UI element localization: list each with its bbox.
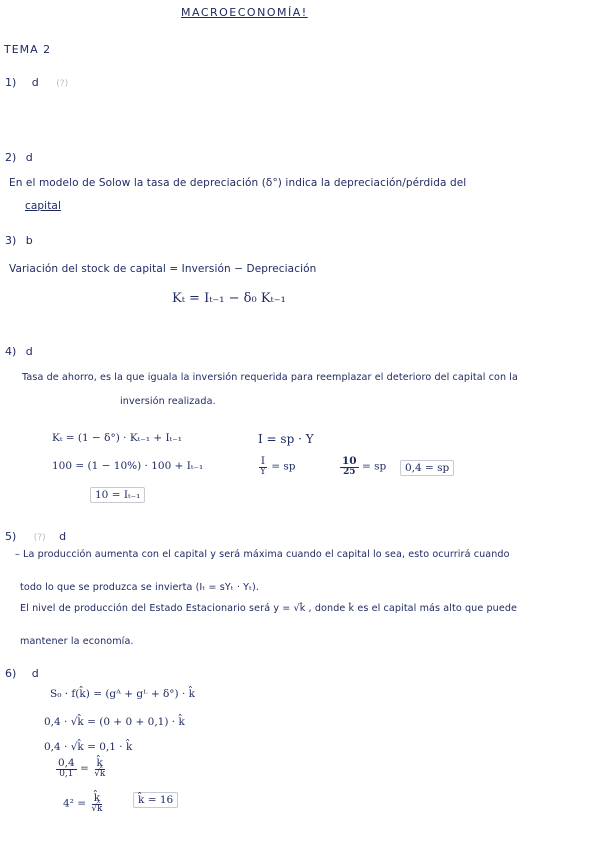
q4-equation-1: Kₜ = (1 − δ°) · Kₜ₋₁ + Iₜ₋₁: [52, 432, 182, 444]
fraction-denominator: √k̂: [91, 804, 103, 815]
question-2: [5, 151, 33, 164]
question-3: [5, 234, 33, 247]
answer-letter: d: [25, 151, 33, 164]
fraction-rhs: = sp: [271, 460, 296, 473]
question-number: 2): [5, 151, 17, 164]
q2-text-line-2: capital: [25, 200, 61, 212]
question-number: 3): [5, 234, 17, 247]
answer-letter: b: [25, 234, 33, 247]
q6-equation-2: 0,4 · √k̂ = (0 + 0 + 0,1) · k̂: [44, 716, 185, 728]
answer-letter: d: [59, 530, 67, 543]
q4-fraction-1: [258, 456, 295, 477]
q4-result: 0,4 = sp: [400, 460, 454, 476]
q3-text-line-1: Variación del stock de capital = Inversión − Depreciación: [9, 263, 317, 275]
fraction-numerator: 0,4: [58, 757, 75, 769]
fraction-denominator: 0,1: [59, 769, 74, 780]
question-number: 4): [5, 345, 17, 358]
q3-formula: Kₜ = Iₜ₋₁ − δ₀ Kₜ₋₁: [172, 291, 286, 306]
q5-text-line-2: todo lo que se produzca se invierta (Iₜ = sYₜ · Yₜ).: [20, 582, 260, 593]
answer-letter: d: [31, 76, 39, 89]
q6-result: k̂ = 16: [133, 792, 178, 808]
fraction-denominator: 25: [343, 467, 356, 478]
question-5: [5, 530, 66, 543]
q4-equation-3: 10 = Iₜ₋₁: [90, 487, 145, 503]
q4-equation-2: 100 = (1 − 10%) · 100 + Iₜ₋₁: [52, 460, 204, 472]
q4-text-line-2: inversión realizada.: [120, 396, 216, 407]
fraction-rhs: = sp: [361, 460, 387, 473]
q4-fraction-2: [340, 456, 386, 477]
question-number: 5): [5, 530, 17, 543]
topic-heading: TEMA 2: [4, 43, 52, 56]
question-6: [5, 667, 39, 680]
pencil-note: (?): [56, 79, 69, 89]
question-1: [5, 76, 68, 89]
q5-text-line-1: – La producción aumenta con el capital y será máxima cuando el capital lo sea, esto ocurrirá cuando: [15, 549, 510, 560]
question-4: [5, 345, 33, 358]
q6-equation-1: S₀ · f(k̂) = (gᴬ + gᴸ + δ°) · k̂: [50, 688, 196, 700]
fraction-numerator: 10: [342, 455, 357, 467]
q5-text-line-4: mantener la economía.: [20, 636, 134, 647]
answer-letter: d: [31, 667, 39, 680]
q6-fraction-2: [63, 793, 104, 814]
pencil-note: (?): [33, 533, 46, 543]
answer-letter: d: [25, 345, 33, 358]
page-title: MACROECONOMÍA!: [181, 6, 308, 19]
fraction-numerator: I: [260, 455, 266, 467]
question-number: 6): [5, 667, 17, 680]
q5-text-line-3: El nivel de producción del Estado Estacionario será y = √k̂ , donde k̂ es el capital más alto que puede: [20, 603, 518, 614]
fraction-numerator: k̂: [93, 792, 101, 804]
q6-fraction-1: $\frac{0,4}{0,1}$ = $\frac{k̂}{√k̂}$: [58, 757, 106, 780]
fraction-denominator: √k̂: [94, 769, 106, 780]
q6-equation-3: 0,4 · √k̂ = 0,1 · k̂: [44, 741, 133, 753]
question-number: 1): [5, 76, 17, 89]
q2-text-line-1: En el modelo de Solow la tasa de depreciación (δ°) indica la depreciación/pérdida del: [9, 177, 467, 189]
fraction-denominator: Y: [260, 467, 266, 478]
fraction-numerator: k̂: [96, 757, 103, 769]
q4-equation-right-1: I = sp · Y: [258, 432, 314, 446]
fraction-lhs: 4² =: [63, 797, 87, 810]
q4-text-line-1: Tasa de ahorro, es la que iguala la inversión requerida para reemplazar el deterioro del capital con la: [22, 372, 519, 383]
